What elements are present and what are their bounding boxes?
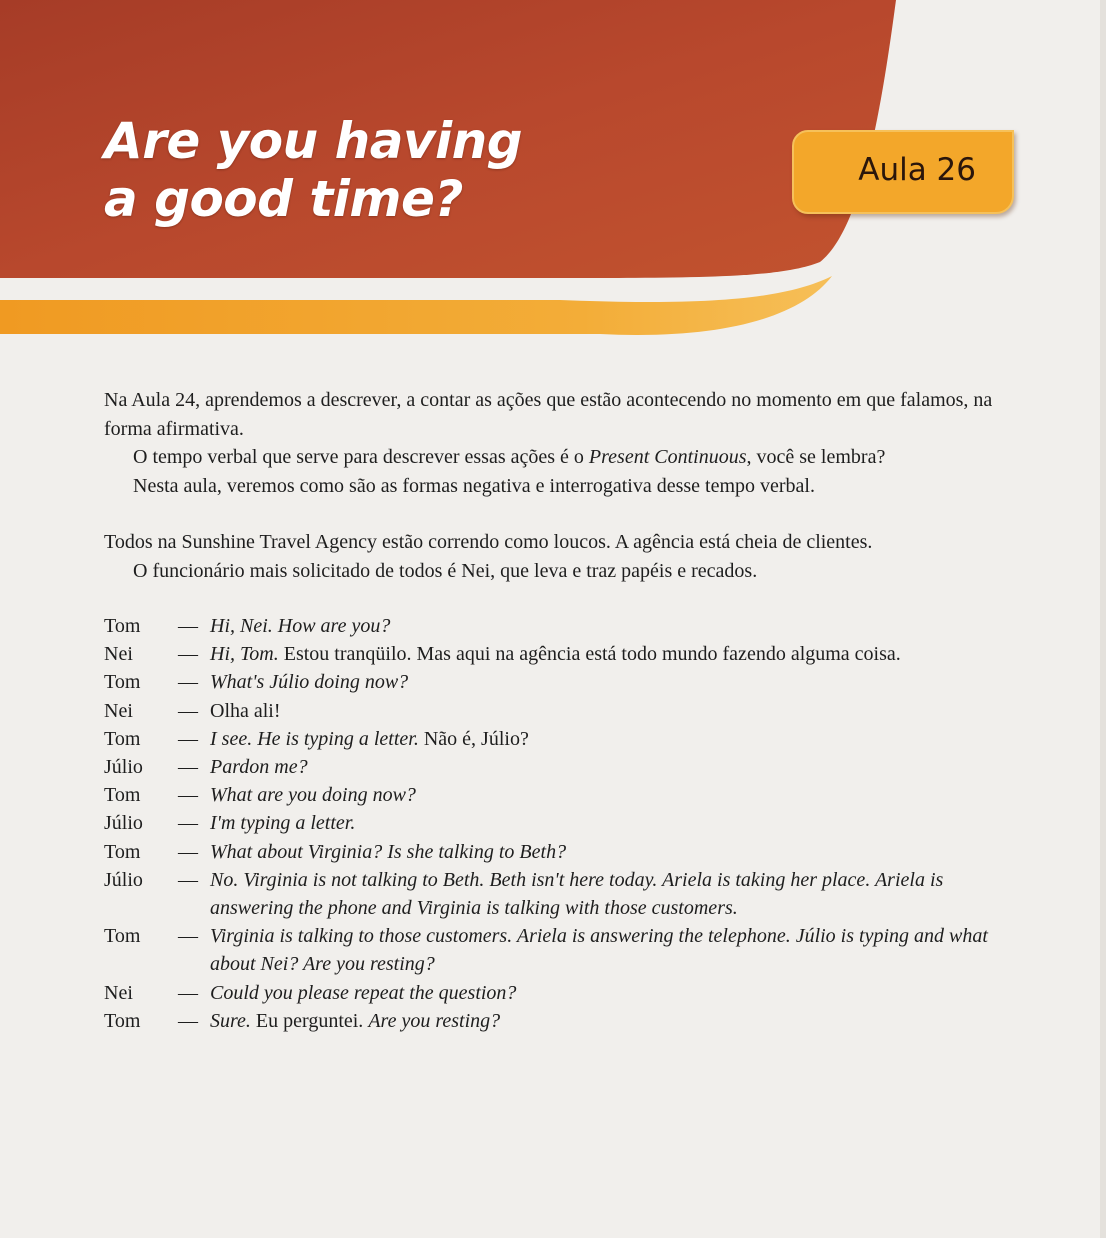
dialogue-line — [104, 753, 999, 781]
dialogue-line — [104, 781, 999, 809]
intro-paragraph-3: Nesta aula, veremos como são as formas negativa e interrogativa desse tempo verbal. — [133, 474, 815, 497]
dialogue-text — [210, 866, 999, 922]
speaker-name: Tom — [104, 840, 141, 863]
dialogue-dash: — — [178, 925, 198, 948]
lesson-number-badge — [792, 130, 1014, 214]
speaker-name: Júlio — [104, 756, 143, 779]
dialogue-text — [210, 781, 999, 809]
speaker-name: Nei — [104, 699, 133, 722]
dialogue-line — [104, 979, 999, 1007]
dialogue-dash: — — [178, 727, 198, 750]
dialogue-dash: — — [178, 812, 198, 835]
english-speech: Hi, Tom. — [210, 643, 279, 666]
speaker-name: Tom — [104, 784, 141, 807]
intro-p2-start: O tempo verbal que serve para descrever essas ações é o — [133, 446, 589, 468]
dialogue-line — [104, 668, 999, 696]
present-continuous-term: Present Continuous — [588, 446, 747, 468]
dialogue-dash: — — [178, 699, 198, 722]
dialogue-line — [104, 725, 999, 753]
speaker-name: Tom — [104, 925, 141, 948]
dialogue-line — [104, 640, 999, 668]
portuguese-speech: Eu perguntei. — [250, 1009, 369, 1032]
speaker-name: Júlio — [104, 868, 143, 891]
english-speech: No. Virginia is not talking to Beth. Beth isn't here today. Ariela is taking her place. Ariela is answering the phone and Virginia is talking with those customers. — [210, 868, 944, 920]
intro-paragraph-2 — [104, 443, 994, 472]
speaker-name: Tom — [104, 727, 141, 750]
dialogue-text — [210, 838, 999, 866]
dialogue-text — [210, 697, 999, 725]
dialogue-text — [210, 640, 999, 668]
dialogue-line — [104, 1007, 999, 1035]
english-speech: I see. He is typing a letter. — [210, 727, 419, 750]
english-speech: Could you please repeat the question? — [210, 981, 517, 1004]
story-paragraph-2: O funcionário mais solicitado de todos é Nei, que leva e traz papéis e recados. — [133, 559, 758, 582]
english-speech: Hi, Nei. How are you? — [210, 615, 391, 637]
dialogue-text — [210, 612, 999, 640]
dialogue-dash: — — [178, 643, 198, 666]
intro-p2-end: , você se lembra? — [746, 446, 886, 468]
english-speech: Are you resting? — [368, 1009, 501, 1032]
orange-stripe — [0, 276, 832, 335]
speaker-name: Júlio — [104, 812, 143, 835]
story-paragraph-1: Todos na Sunshine Travel Agency estão correndo como loucos. A agência está cheia de clientes. — [104, 531, 873, 553]
dialogue-text — [210, 922, 999, 978]
portuguese-speech: Estou tranqüilo. Mas aqui na agência está todo mundo fazendo alguma coisa. — [278, 643, 901, 666]
dialogue-line — [104, 809, 999, 837]
dialogue-dash: — — [178, 615, 198, 637]
speaker-name: Tom — [104, 1009, 141, 1032]
english-speech: What are you doing now? — [210, 784, 416, 807]
portuguese-speech: Não é, Júlio? — [418, 727, 529, 750]
dialogue-line — [104, 612, 999, 640]
english-speech: Sure. — [210, 1009, 251, 1032]
english-speech: I'm typing a letter. — [210, 812, 356, 835]
english-speech: Virginia is talking to those customers. Ariela is answering the telephone. Júlio is typing and what about Nei? Are you resting? — [210, 925, 988, 976]
dialogue — [104, 612, 999, 1035]
dialogue-dash: — — [178, 756, 198, 779]
title-line-2: a good time? — [104, 170, 463, 228]
speaker-name: Tom — [104, 671, 141, 694]
dialogue-line — [104, 838, 999, 866]
dialogue-dash: — — [178, 1009, 198, 1032]
dialogue-text — [210, 753, 999, 781]
english-speech: What's Júlio doing now? — [210, 671, 409, 694]
dialogue-text — [210, 809, 999, 837]
dialogue-text — [210, 979, 999, 1007]
dialogue-text — [210, 668, 999, 696]
dialogue-dash: — — [178, 868, 198, 891]
story-section — [104, 528, 994, 585]
dialogue-dash: — — [178, 840, 198, 863]
intro-paragraph-1: Na Aula 24, aprendemos a descrever, a contar as ações que estão acontecendo no momento em que falamos, na forma afirmativa. — [104, 389, 993, 440]
english-speech: Pardon me? — [210, 756, 308, 779]
dialogue-text — [210, 1007, 999, 1035]
dialogue-text — [210, 725, 999, 753]
speaker-name: Nei — [104, 643, 133, 666]
dialogue-dash: — — [178, 784, 198, 807]
dialogue-dash: — — [178, 671, 198, 694]
dialogue-dash: — — [178, 981, 198, 1004]
speaker-name: Tom — [104, 615, 141, 637]
lesson-number-label: Aula 26 — [858, 152, 976, 188]
title-line-1: Are you having — [104, 112, 523, 170]
dialogue-line — [104, 866, 999, 922]
lesson-title — [104, 112, 522, 228]
dialogue-line — [104, 922, 999, 978]
english-speech: What about Virginia? Is she talking to Beth? — [210, 840, 567, 863]
dialogue-line — [104, 697, 999, 725]
portuguese-speech: Olha ali! — [210, 699, 281, 722]
speaker-name: Nei — [104, 981, 133, 1004]
intro-section — [104, 386, 994, 500]
